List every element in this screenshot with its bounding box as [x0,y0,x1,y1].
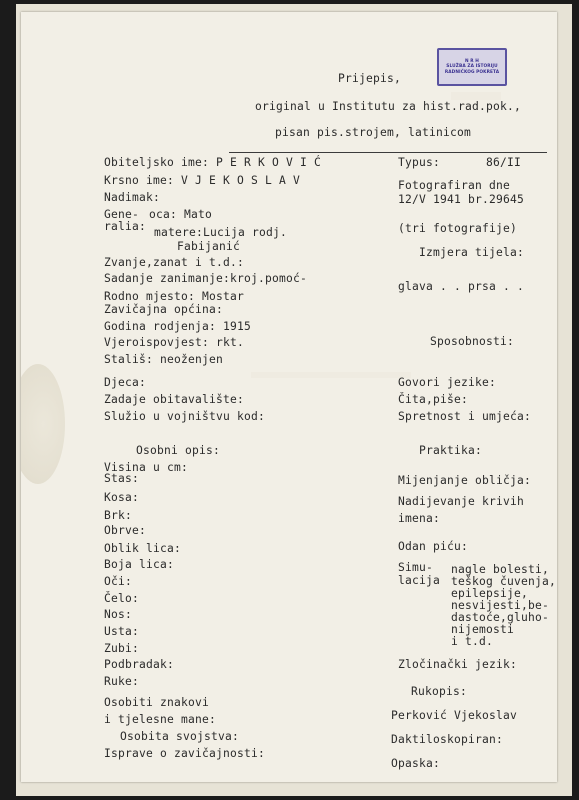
hair-field: Kosa: [104,491,140,504]
simulation-item: teškog čuvenja, [451,575,557,588]
moustache-field: Brk: [104,509,133,522]
special-traits-field: Osobita svojstva: [120,730,240,743]
eyebrows-field: Obrve: [104,524,147,537]
photographed-date: 12/V 1941 br.29645 [398,193,525,206]
special-marks-field: Osobiti znakovi [104,696,210,709]
face-shape-field: Oblik lica: [104,542,182,555]
handwriting-name: Perković Vjekoslav [391,709,518,722]
hands-field: Ruke: [104,675,140,688]
bleed-through-mark [451,92,501,100]
given-name-field: Krsno ime: V J E K O S L A V [104,174,301,187]
children-field: Djeca: [104,376,147,389]
mouth-field: Usta: [104,625,140,638]
personal-description-heading: Osobni opis: [136,444,221,457]
birthplace-field: Rodno mjesto: Mostar [104,290,245,303]
surname-field: Obiteljsko ime: P E R K O V I Ć [104,156,322,169]
document-page [21,12,557,782]
abilities-field: Sposobnosti: [430,335,515,348]
bleed-through-mark [251,372,411,378]
municipality-field: Zavičajna općina: [104,303,224,316]
simulation-item: epilepsije, [451,587,529,600]
stamp-line: N R H [465,58,479,64]
home-documents-field: Isprave o zavičajnosti: [104,747,266,760]
header-line-1: original u Institutu za hist.rad.pok., [255,100,522,113]
simulation-item: dastoće,gluho- [451,611,550,624]
current-job-field: Sadanje zanimanje:kroj.pomoć- [104,272,308,285]
drink-field: Odan piću: [398,540,469,553]
trade-field: Zvanje,zanat i t.d.: [104,256,245,269]
eyes-field: Oči: [104,575,133,588]
mother-field: matere:Lucija rodj. [154,226,288,239]
doc-title: Prijepis, [338,72,402,85]
stamp-line: SLUŽBA ZA ISTORIJU [446,64,498,70]
face-change-field: Mijenjanje obličja: [398,474,532,487]
nose-field: Nos: [104,608,133,621]
false-names-field: Nadijevanje krivih [398,495,525,508]
head-chest-field: glava . . prsa . . [398,280,525,293]
chin-field: Podbradak: [104,658,175,671]
simulation-label: Simu- [398,561,434,574]
status-field: Stališ: neoženjen [104,353,224,366]
simulation-label: lacija [398,574,441,587]
languages-field: Govori jezike: [398,376,497,389]
archive-stamp [437,48,507,86]
stamp-line: RADNIČKOG POKRETA [444,69,500,75]
remark-field: Opaska: [391,757,441,770]
header-line-2: pisan pis.strojem, latinicom [275,126,472,139]
simulation-item: nagle bolesti, [451,563,550,576]
photos-count: (tri fotografije) [398,222,518,235]
header-divider [229,152,547,153]
simulation-item: i t.d. [451,635,494,648]
false-names-field: imena: [398,512,441,525]
criminal-language-field: Zločinački jezik: [398,658,518,671]
punch-hole [21,364,65,484]
stature-field: Stas: [104,472,140,485]
handwriting-field: Rukopis: [411,685,468,698]
forehead-field: Čelo: [104,592,140,605]
skills-field: Spretnost i umjeća: [398,410,532,423]
nickname-field: Nadimak: [104,191,161,204]
simulation-item: nesvijesti,be- [451,599,550,612]
fingerprinted-field: Daktiloskopiran: [391,733,504,746]
father-field: oca: Mato [149,208,213,221]
type-field: Typus: [398,156,441,169]
special-marks-field: i tjelesne mane: [104,713,217,726]
photographed-field: Fotografiran dne [398,179,511,192]
height-field: Visina u cm: [104,461,189,474]
military-field: Služio u vojništvu kod: [104,410,266,423]
teeth-field: Zubi: [104,642,140,655]
reads-writes-field: Čita,piše: [398,393,469,406]
face-color-field: Boja lica: [104,558,175,571]
mother-maiden-name: Fabijanić [177,240,241,253]
genealia-label: Gene- [104,208,140,221]
genealia-label: ralia: [104,220,147,233]
birth-year-field: Godina rodjenja: 1915 [104,320,252,333]
last-residence-field: Zadaje obitavalište: [104,393,245,406]
simulation-item: nijemosti [451,623,515,636]
body-measures-field: Izmjera tijela: [419,246,525,259]
type-value: 86/II [486,156,522,169]
practice-heading: Praktika: [419,444,483,457]
religion-field: Vjeroispovjest: rkt. [104,336,245,349]
